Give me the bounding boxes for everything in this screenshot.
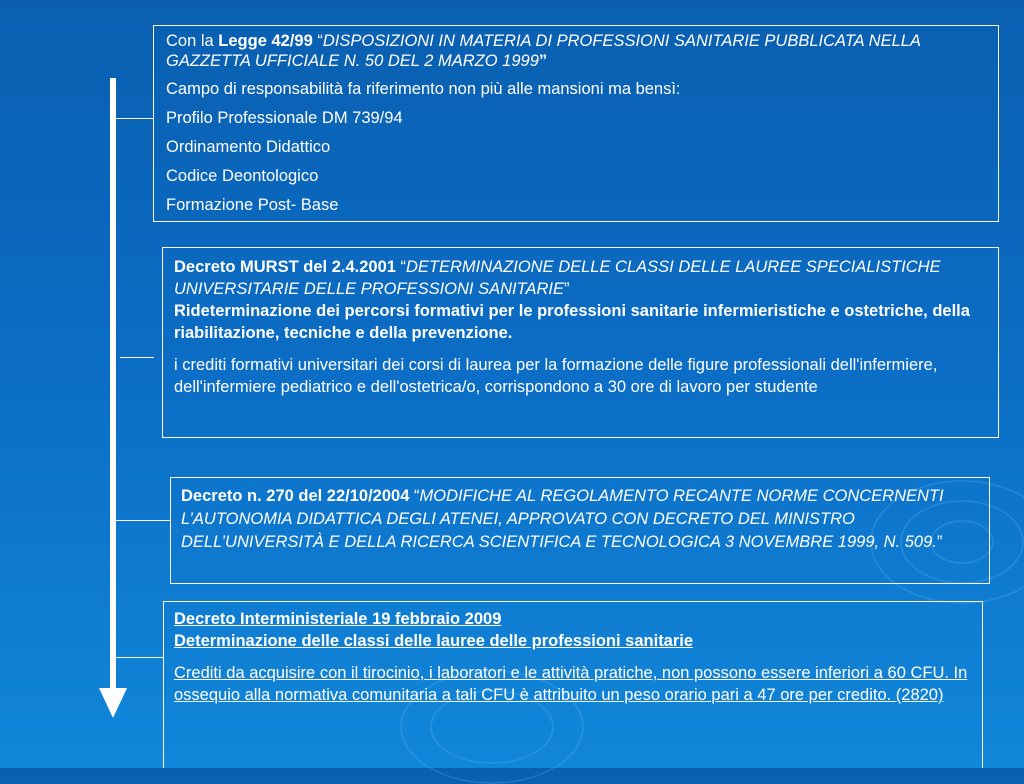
decreto-murst-summary: Rideterminazione dei percorsi formativi per le professioni sanitarie infermieristiche e ostetriche, della riabilitazione, tecniche e della prevenzione. — [174, 302, 970, 342]
list-item: Profilo Professionale DM 739/94 — [166, 109, 403, 127]
timeline-connector — [120, 357, 154, 358]
timeline-connector — [116, 657, 163, 658]
list-item: Codice Deontologico — [166, 167, 319, 185]
decreto-interministeriale-body: Crediti da acquisire con il tirocinio, i laboratori e le attività pratiche, non possono essere inferiori a 60 CFU. In ossequio alla normativa comunitaria a tali CFU è attribuito un peso orario pari a 47 ore per credito. (2820) — [174, 664, 968, 704]
decreto-murst-heading — [174, 256, 987, 300]
list-item: Formazione Post- Base — [166, 196, 339, 214]
law-title: DISPOSIZIONI IN MATERIA DI PROFESSIONI SANITARIE PUBBLICATA NELLA GAZZETTA UFFICIALE N. 50 DEL 2 MARZO 1999 — [166, 32, 921, 70]
timeline-line — [110, 78, 116, 698]
timeline-arrow-down-icon — [99, 688, 127, 718]
decreto-interministeriale-box — [163, 601, 983, 768]
decree-name: Decreto n. 270 del 22/10/2004 — [181, 487, 410, 505]
quote-close: ” — [563, 280, 570, 298]
quote-close: ” — [936, 533, 943, 551]
intro-prefix: Con la — [166, 32, 219, 50]
decreto-interministeriale-subtitle: Determinazione delle classi delle lauree delle professioni sanitarie — [174, 632, 694, 650]
timeline-connector — [116, 520, 170, 521]
legge-42-99-box — [153, 25, 999, 222]
quote-close: ” — [538, 52, 548, 70]
timeline-connector — [116, 118, 153, 119]
decreto-270-box — [170, 477, 990, 584]
decreto-murst-body: i crediti formativi universitari dei corsi di laurea per la formazione delle figure professionali dell'infermiere, dell'infermiere pediatrico e dell'ostetrica/o, corrispondono a 30 ore di lavoro per studente — [174, 356, 938, 396]
law-name: Legge 42/99 — [218, 32, 313, 50]
decree-name: Decreto MURST del 2.4.2001 — [174, 258, 396, 276]
decree-title: MODIFICHE AL REGOLAMENTO RECANTE NORME CONCERNENTI L’AUTONOMIA DIDATTICA DEGLI ATENEI, APPROVATO CON DECRETO DEL MINISTRO DELL’UNIVERSITÀ E DELLA RICERCA SCIENTIFICA E TECNOLOGICA 3 NOVEMBRE 1999, N. 509. — [181, 487, 944, 551]
decreto-interministeriale-heading: Decreto Interministeriale 19 febbraio 2009 — [174, 610, 502, 628]
quote-open: “ — [395, 258, 407, 276]
quote-open: “ — [312, 32, 323, 50]
decree-title: DETERMINAZIONE DELLE CLASSI DELLE LAUREE SPECIALISTICHE UNIVERSITARIE DELLE PROFESSIONI SANITARIE — [174, 258, 941, 298]
quote-open: “ — [409, 487, 420, 505]
legge-42-99-heading — [166, 31, 986, 71]
decreto-270-heading — [181, 485, 979, 554]
list-item: Ordinamento Didattico — [166, 138, 331, 156]
list-item: Campo di responsabilità fa riferimento non più alle mansioni ma bensì: — [166, 80, 681, 98]
decreto-murst-box — [162, 247, 999, 438]
